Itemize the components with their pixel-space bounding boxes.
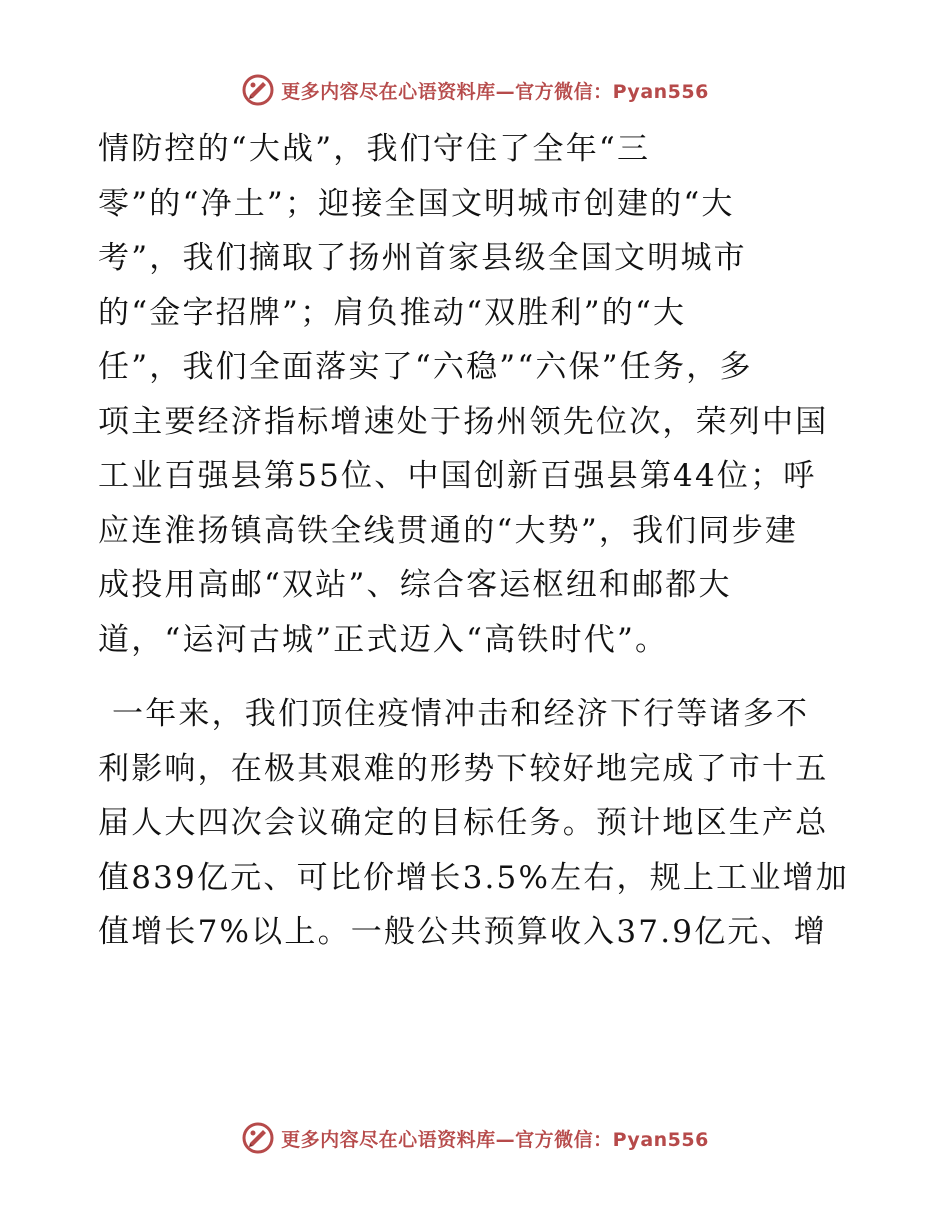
- text-line: 工业百强县第55位、中国创新百强县第44位；呼: [98, 458, 817, 494]
- text-line: 项主要经济指标增速处于扬州领先位次，荣列中国: [98, 403, 829, 440]
- text-line: 零”的“净土”；迎接全国文明城市创建的“大: [98, 185, 735, 222]
- document-body: [98, 122, 858, 960]
- text-line: 情防控的“大战”，我们守住了全年“三: [98, 131, 651, 167]
- text-line: 成投用高邮“双站”、综合客运枢纽和邮都大: [98, 567, 732, 603]
- pen-seal-icon: [241, 73, 275, 107]
- text-line: 道，“运河古城”正式迈入“高铁时代”。: [98, 621, 669, 658]
- text-line: 值增长7%以上。一般公共预算收入37.9亿元、增: [98, 914, 828, 950]
- text-line: 应连淮扬镇高铁全线贯通的“大势”，我们同步建: [98, 512, 799, 549]
- text-line: 一年来，我们顶住疫情冲击和经济下行等诸多不: [112, 696, 810, 732]
- footer-watermark: [0, 1116, 950, 1160]
- text-line: 值839亿元、可比价增长3.5%左右，规上工业增加: [98, 859, 849, 896]
- text-line: 任”，我们全面落实了“六稳”“六保”任务，多: [98, 349, 753, 385]
- watermark-text: 更多内容尽在心语资料库—官方微信：Pyan556: [281, 1128, 709, 1151]
- text-line: 届人大四次会议确定的目标任务。预计地区生产总: [98, 805, 829, 841]
- text-line: 的“金字招牌”；肩负推动“双胜利”的“大: [98, 294, 687, 331]
- pen-seal-icon: [241, 1121, 275, 1155]
- paragraph: [98, 122, 858, 667]
- paragraph: [98, 687, 858, 960]
- text-line: 考”，我们摘取了扬州首家县级全国文明城市: [98, 240, 747, 276]
- header-watermark: [0, 68, 950, 112]
- text-line: 利影响，在极其艰难的形势下较好地完成了市十五: [98, 750, 829, 787]
- watermark-text: 更多内容尽在心语资料库—官方微信：Pyan556: [281, 80, 709, 103]
